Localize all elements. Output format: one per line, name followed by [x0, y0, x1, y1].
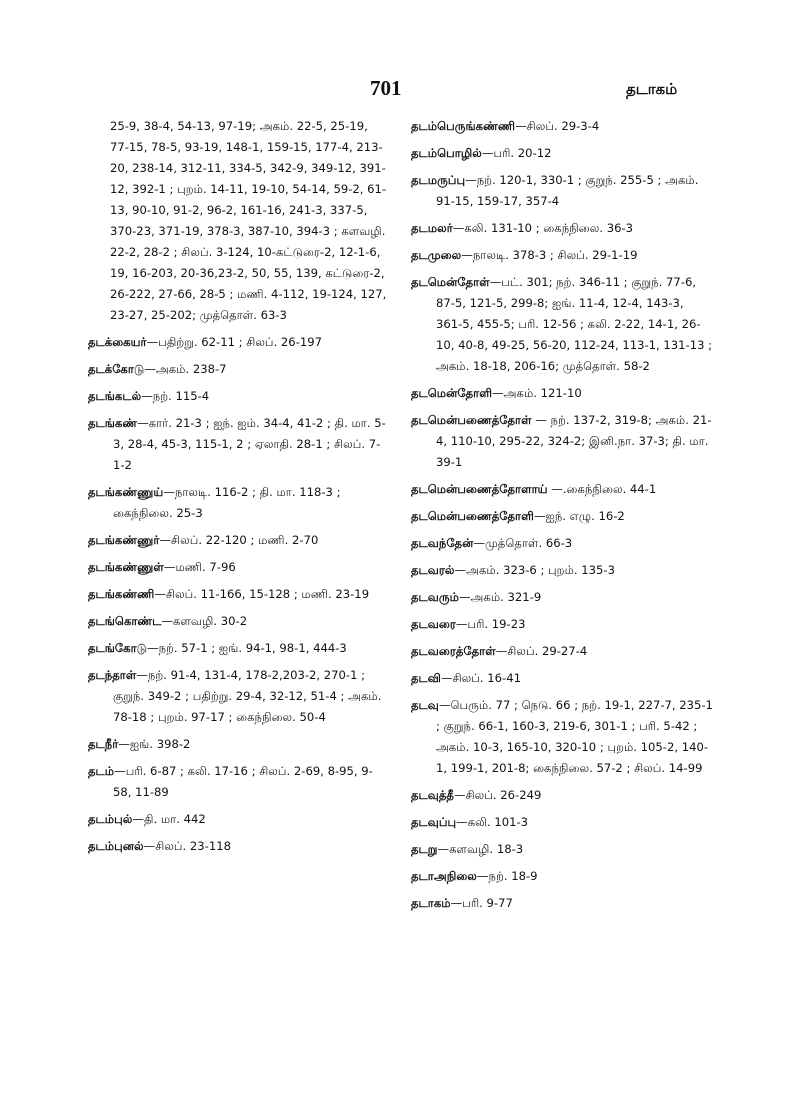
index-entry: [88, 359, 388, 380]
entry-references: —ஐந். எழு. 16-2: [533, 509, 625, 523]
index-entry: [411, 614, 713, 635]
index-entry: [411, 668, 713, 689]
entry-headword: தடமென்பணைத்தோளி: [411, 509, 534, 523]
index-entry: [411, 587, 713, 608]
index-entry: [411, 143, 713, 164]
entry-headword: தடவரைத்தோள்: [411, 644, 496, 658]
entry-references: —கலி. 101-3: [456, 815, 529, 829]
entry-references: —நற். 91-4, 131-4, 178-2,203-2, 270-1 ; குறுந். 349-2 ; பதிற்று. 29-4, 32-12, 51-4 ; அகம். 78-18 ; புறம். 97-17 ; கைந்நிலை. 50-4: [113, 668, 382, 724]
entry-headword: தடவரும்: [411, 590, 459, 604]
entry-references: —முத்தொள். 66-3: [473, 536, 573, 550]
entry-references: —அகம். 238-7: [144, 362, 227, 376]
entry-references: —கலி. 131-10 ; கைந்நிலை. 36-3: [452, 221, 634, 235]
entry-headword: தடம்பொழில்: [411, 146, 482, 160]
index-entry: [88, 584, 388, 605]
entry-headword: தடவு: [411, 698, 439, 712]
index-entry: [411, 839, 713, 860]
entry-headword: தடவரை: [411, 617, 456, 631]
index-entry: [411, 410, 713, 473]
entry-headword: தடவுப்பு: [411, 815, 457, 829]
entry-references: —பரி. 19-23: [455, 617, 526, 631]
left-column: [88, 116, 388, 863]
entry-headword: தடாகம்: [411, 896, 451, 910]
entry-references: —நற். 120-1, 330-1 ; குறுந். 255-5 ; அகம். 91-15, 159-17, 357-4: [436, 173, 699, 208]
index-entry: [88, 665, 388, 728]
index-entry: [411, 272, 713, 377]
right-column: [411, 116, 713, 920]
entry-references: —சிலப். 26-249: [453, 788, 542, 802]
entry-headword: தடங்கொண்ட: [88, 614, 162, 628]
index-entry: [411, 218, 713, 239]
index-entry: [88, 761, 388, 803]
entry-headword: தடங்கோடு: [88, 641, 147, 655]
entry-headword: தடம்புல்: [88, 812, 133, 826]
entry-references: —நற். 18-9: [476, 869, 538, 883]
index-entry: [88, 386, 388, 407]
entry-headword: தடக்கோடு: [88, 362, 145, 376]
entry-headword: தடங்கண்ணி: [88, 587, 155, 601]
entry-headword: தடாஅநிலை: [411, 869, 477, 883]
entry-headword: தடமருப்பு: [411, 173, 466, 187]
entry-references: —சிலப். 29-3-4: [515, 119, 600, 133]
entry-references: —பரி. 20-12: [481, 146, 552, 160]
entry-headword: தடவுத்தீ: [411, 788, 454, 802]
entry-references: —நற். 57-1 ; ஐங். 94-1, 98-1, 444-3: [147, 641, 347, 655]
index-entry: [411, 170, 713, 212]
entry-references: —பரி. 6-87 ; கலி. 17-16 ; சிலப். 2-69, 8-95, 9-58, 11-89: [113, 764, 373, 799]
index-entry: [88, 332, 388, 353]
entry-references: —பெரும். 77 ; நெடு. 66 ; நற். 19-1, 227-7, 235-1 ; குறுந். 66-1, 160-3, 219-6, 301-1 ; பரி. 5-42 ; அகம். 10-3, 165-10, 320-10 ; புறம். 105-2, 140-1, 199-1, 201-8; கைந்நிலை. 57-2 ; சிலப். 14-99: [436, 698, 713, 775]
page-number: 701: [370, 76, 402, 100]
entry-headword: தடங்கண்ணுய்: [88, 485, 164, 499]
index-entry: [88, 611, 388, 632]
entry-references: —நாலடி. 116-2 ; தி. மா. 118-3 ; கைந்நிலை. 25-3: [113, 485, 341, 520]
entry-headword: தடமென்தோள்: [411, 275, 490, 289]
entry-references: —நற். 115-4: [141, 389, 210, 403]
running-head: தடாகம்: [626, 80, 678, 98]
entry-references: —அகம். 321-9: [458, 590, 542, 604]
entry-references: — நற். 137-2, 319-8; அகம். 21-4, 110-10, 295-22, 324-2; இனி.நா. 37-3; தி. மா. 39-1: [436, 413, 712, 469]
entry-references: —.கைந்நிலை. 44-1: [547, 482, 657, 496]
entry-references: —களவழி. 30-2: [161, 614, 248, 628]
entry-references: —களவழி. 18-3: [437, 842, 524, 856]
entry-references: 25-9, 38-4, 54-13, 97-19; அகம். 22-5, 25-19, 77-15, 78-5, 93-19, 148-1, 159-15, 177-4, 213-20, 238-14, 312-11, 334-5, 342-9, 349-12, 391-12, 392-1 ; புறம். 14-11, 19-10, 54-14, 59-2, 61-13, 90-10, 91-2, 96-2, 161-16, 241-3, 337-5, 370-23, 371-19, 378-3, 387-10, 394-3 ; களவழி. 22-2, 28-2 ; சிலப். 3-124, 10-கட்டுரை-2, 12-1-6, 19, 16-203, 20-36,23-2, 50, 55, 139, கட்டுரை-2, 26-222, 27-66, 28-5 ; மணி. 4-112, 19-124, 127, 23-27, 25-202; முத்தொள். 63-3: [110, 119, 387, 322]
index-entry: [411, 641, 713, 662]
index-entry: [411, 479, 713, 500]
entry-references: —சிலப். 23-118: [143, 839, 231, 853]
index-entry: [88, 809, 388, 830]
entry-headword: தடமுலை: [411, 248, 462, 262]
entry-headword: தடக்கையர்: [88, 335, 147, 349]
entry-headword: தடவி: [411, 671, 441, 685]
entry-references: —ஐங். 398-2: [118, 737, 191, 751]
index-entry: [88, 836, 388, 857]
index-entry: [88, 638, 388, 659]
entry-headword: தடம்பெருங்கண்ணி: [411, 119, 516, 133]
entry-references: —மணி. 7-96: [163, 560, 236, 574]
index-entry: [411, 116, 713, 137]
index-entry: [88, 413, 388, 476]
entry-references: —அகம். 121-10: [492, 386, 582, 400]
entry-references: —கார். 21-3 ; ஐந். ஐம். 34-4, 41-2 ; தி. மா. 5-3, 28-4, 45-3, 115-1, 2 ; ஏலாதி. 28-1 ; சிலப். 7-1-2: [113, 416, 386, 472]
entry-headword: தடந்தாள்: [88, 668, 137, 682]
index-entry: [411, 695, 713, 779]
index-entry: [411, 533, 713, 554]
entry-references: —அகம். 323-6 ; புறம். 135-3: [454, 563, 615, 577]
entry-headword: தடவந்தேன்: [411, 536, 474, 550]
entry-references: —நாலடி. 378-3 ; சிலப். 29-1-19: [461, 248, 638, 262]
index-entry: [411, 866, 713, 887]
entry-headword: தடமலர்: [411, 221, 453, 235]
entry-headword: தடநீர்: [88, 737, 119, 751]
index-entry: [88, 482, 388, 524]
index-entry: [411, 785, 713, 806]
index-entry: [88, 530, 388, 551]
entry-headword: தடங்கடல்: [88, 389, 142, 403]
index-entry: [88, 734, 388, 755]
index-entry: [411, 383, 713, 404]
entry-headword: தடமென்தோளி: [411, 386, 493, 400]
entry-references: —தி. மா. 442: [132, 812, 206, 826]
entry-headword: தடறு: [411, 842, 438, 856]
entry-references: —சிலப். 22-120 ; மணி. 2-70: [159, 533, 319, 547]
index-entry: [411, 245, 713, 266]
entry-references: —பட். 301; நற். 346-11 ; குறுந். 77-6, 87-5, 121-5, 299-8; ஐங். 11-4, 12-4, 143-3, 361-5, 455-5; பரி. 12-56 ; கலி. 2-22, 14-1, 26-10, 40-8, 49-25, 56-20, 112-24, 113-1, 131-13 ; அகம். 18-18, 206-16; முத்தொள். 58-2: [436, 275, 713, 373]
index-entry: [411, 506, 713, 527]
index-entry: [411, 560, 713, 581]
entry-headword: தடம்: [88, 764, 115, 778]
entry-headword: தடங்கண்ணுள்: [88, 560, 164, 574]
entry-headword: தடவரல்: [411, 563, 455, 577]
index-entry: [88, 116, 388, 326]
index-entry: [88, 557, 388, 578]
page-header: [0, 76, 800, 106]
index-entry: [411, 893, 713, 914]
entry-headword: தடங்கண்: [88, 416, 138, 430]
entry-references: —சிலப். 29-27-4: [495, 644, 588, 658]
index-entry: [411, 812, 713, 833]
entry-headword: தடமென்பணைத்தோளாய்: [411, 482, 548, 496]
entry-references: —பதிற்று. 62-11 ; சிலப். 26-197: [146, 335, 323, 349]
entry-headword: தடம்புனல்: [88, 839, 144, 853]
entry-references: —சிலப். 16-41: [440, 671, 521, 685]
entry-references: —பரி. 9-77: [450, 896, 513, 910]
entry-references: —சிலப். 11-166, 15-128 ; மணி. 23-19: [154, 587, 370, 601]
entry-headword: தடங்கண்ணுர்: [88, 533, 160, 547]
entry-headword: தடமென்பணைத்தோள்: [411, 413, 532, 427]
